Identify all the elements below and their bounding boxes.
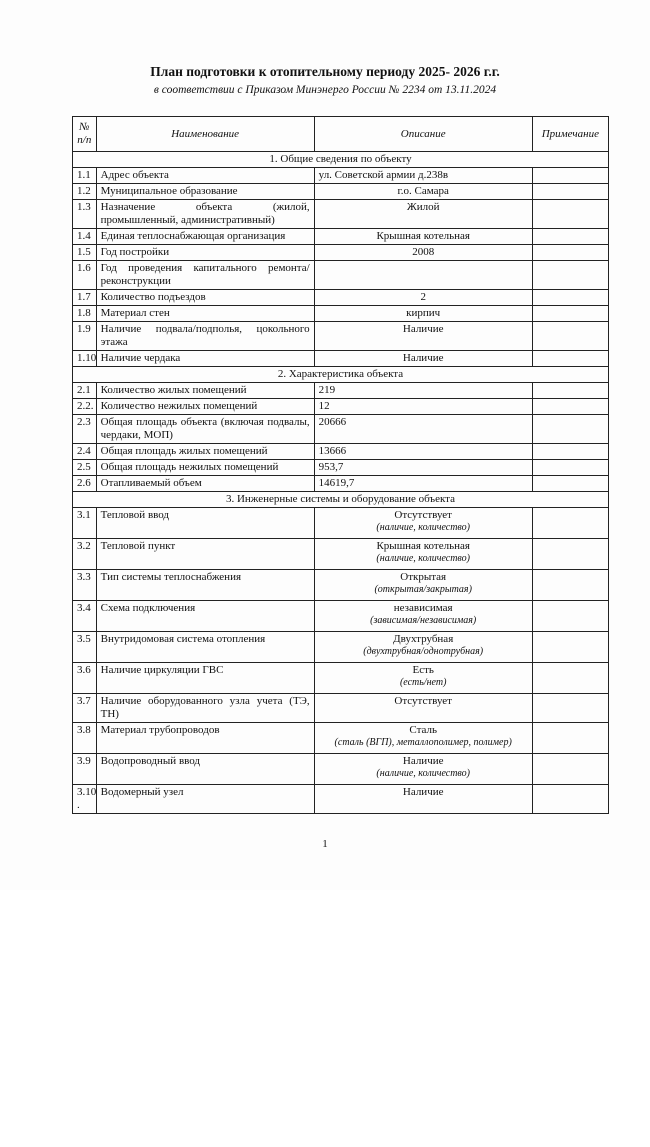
table-row	[73, 415, 609, 444]
row-hint: (наличие, количество)	[376, 522, 470, 533]
row-note	[532, 200, 608, 229]
row-description	[314, 229, 532, 245]
table-row	[73, 229, 609, 245]
row-description	[314, 601, 532, 632]
row-name: Муниципальное образование	[96, 184, 314, 200]
row-description	[314, 476, 532, 492]
row-name: Отапливаемый объем	[96, 476, 314, 492]
row-note	[532, 601, 608, 632]
row-description	[314, 570, 532, 601]
row-value: 13666	[318, 445, 347, 457]
row-name: Год проведения капитального ремонта/реконструкции	[96, 261, 314, 290]
row-name: Материал трубопроводов	[96, 723, 314, 754]
header-desc: Описание	[314, 117, 532, 152]
row-description	[314, 322, 532, 351]
row-value: кирпич	[406, 307, 441, 319]
row-number: 3.7	[73, 694, 97, 723]
row-value: 20666	[318, 416, 347, 428]
row-description	[314, 694, 532, 723]
row-description	[314, 415, 532, 444]
row-name: Год постройки	[96, 245, 314, 261]
row-number: 2.3	[73, 415, 97, 444]
row-value: Отсутствует	[394, 509, 452, 521]
row-hint: (есть/нет)	[399, 677, 447, 688]
row-description	[314, 754, 532, 785]
row-note	[532, 754, 608, 785]
row-number: 1.7	[73, 290, 97, 306]
row-value: Открытая	[400, 571, 447, 583]
row-description	[314, 399, 532, 415]
row-note	[532, 168, 608, 184]
row-number: 1.2	[73, 184, 97, 200]
row-description	[314, 785, 532, 814]
row-name: Наличие чердака	[96, 351, 314, 367]
row-note	[532, 399, 608, 415]
row-description	[314, 632, 532, 663]
table-row	[73, 245, 609, 261]
row-description	[314, 663, 532, 694]
row-note	[532, 351, 608, 367]
row-name: Общая площадь объекта (включая подвалы, чердаки, МОП)	[96, 415, 314, 444]
row-note	[532, 290, 608, 306]
row-note	[532, 444, 608, 460]
row-name: Водомерный узел	[96, 785, 314, 814]
row-value: 14619,7	[318, 477, 355, 489]
row-value: Жилой	[406, 201, 440, 213]
row-name: Назначение объекта (жилой, промышленный, административный)	[96, 200, 314, 229]
table-row	[73, 460, 609, 476]
row-number: 2.2.	[73, 399, 97, 415]
row-note	[532, 306, 608, 322]
row-number: 1.6	[73, 261, 97, 290]
row-hint: (наличие, количество)	[376, 553, 470, 564]
row-number: 1.4	[73, 229, 97, 245]
row-name: Количество нежилых помещений	[96, 399, 314, 415]
row-note	[532, 476, 608, 492]
row-number: 3.8	[73, 723, 97, 754]
row-description	[314, 261, 532, 290]
row-description	[314, 508, 532, 539]
row-value: Наличие	[402, 352, 444, 364]
section-row	[73, 492, 609, 508]
row-number: 3.3	[73, 570, 97, 601]
section-row	[73, 367, 609, 383]
table-row	[73, 200, 609, 229]
header-num: № п/п	[73, 117, 97, 152]
row-value: Крышная котельная	[376, 230, 470, 242]
row-name: Наличие циркуляции ГВС	[96, 663, 314, 694]
row-note	[532, 460, 608, 476]
row-name: Общая площадь нежилых помещений	[96, 460, 314, 476]
row-value: Крышная котельная	[376, 540, 470, 552]
table-row	[73, 754, 609, 785]
row-description	[314, 200, 532, 229]
row-name: Количество подъездов	[96, 290, 314, 306]
row-number: 3.5	[73, 632, 97, 663]
row-value: независимая	[393, 602, 453, 614]
row-value: 219	[318, 384, 336, 396]
row-note	[532, 383, 608, 399]
row-note	[532, 785, 608, 814]
row-number: 2.4	[73, 444, 97, 460]
table-row	[73, 570, 609, 601]
heating-plan-table	[72, 116, 609, 814]
row-description	[314, 460, 532, 476]
row-value: г.о. Самара	[397, 185, 449, 197]
row-note	[532, 723, 608, 754]
row-number: 3.2	[73, 539, 97, 570]
row-note	[532, 261, 608, 290]
page-number: 1	[322, 838, 328, 850]
row-description	[314, 290, 532, 306]
row-name: Наличие оборудованного узла учета (ТЭ, ТН)	[96, 694, 314, 723]
row-name: Тепловой ввод	[96, 508, 314, 539]
row-number: 3.6	[73, 663, 97, 694]
row-note	[532, 184, 608, 200]
row-name: Водопроводный ввод	[96, 754, 314, 785]
table-row	[73, 476, 609, 492]
row-note	[532, 570, 608, 601]
row-note	[532, 663, 608, 694]
row-hint: (сталь (ВГП), металлополимер, полимер)	[334, 737, 512, 748]
row-description	[314, 383, 532, 399]
row-value: 2008	[412, 246, 435, 258]
row-description	[314, 539, 532, 570]
row-value: Наличие	[402, 786, 444, 798]
row-name: Адрес объекта	[96, 168, 314, 184]
table-row	[73, 539, 609, 570]
row-note	[532, 508, 608, 539]
table-row	[73, 785, 609, 814]
row-value: 2	[420, 291, 426, 303]
header-note: Примечание	[532, 117, 608, 152]
table-row	[73, 383, 609, 399]
row-name: Схема подключения	[96, 601, 314, 632]
table-body	[73, 152, 609, 814]
table-row	[73, 663, 609, 694]
row-description	[314, 723, 532, 754]
table-row	[73, 601, 609, 632]
table-row	[73, 508, 609, 539]
section-title: 1. Общие сведения по объекту	[73, 152, 609, 168]
row-description	[314, 444, 532, 460]
row-description	[314, 184, 532, 200]
row-number: 2.1	[73, 383, 97, 399]
row-number: 3.4	[73, 601, 97, 632]
row-note	[532, 245, 608, 261]
row-value: Наличие	[402, 323, 444, 335]
row-value: Есть	[412, 664, 434, 676]
row-description	[314, 306, 532, 322]
row-note	[532, 632, 608, 663]
row-number: 2.5	[73, 460, 97, 476]
row-value: Отсутствует	[394, 695, 452, 707]
table-row	[73, 184, 609, 200]
table-row	[73, 444, 609, 460]
row-name: Материал стен	[96, 306, 314, 322]
row-number: 1.10	[73, 351, 97, 367]
table-row	[73, 632, 609, 663]
row-description	[314, 351, 532, 367]
row-number: 3.10 .	[73, 785, 97, 814]
table-row	[73, 306, 609, 322]
row-value: 12	[318, 400, 330, 412]
table-row	[73, 261, 609, 290]
row-name: Количество жилых помещений	[96, 383, 314, 399]
row-name: Внутридомовая система отопления	[96, 632, 314, 663]
row-value: Сталь	[409, 724, 437, 736]
row-number: 2.6	[73, 476, 97, 492]
row-name: Общая площадь жилых помещений	[96, 444, 314, 460]
section-row	[73, 152, 609, 168]
row-note	[532, 229, 608, 245]
table-row	[73, 351, 609, 367]
row-number: 1.5	[73, 245, 97, 261]
row-value: Наличие	[402, 755, 444, 767]
table-row	[73, 399, 609, 415]
section-title: 2. Характеристика объекта	[73, 367, 609, 383]
row-value: Двухтрубная	[393, 633, 454, 645]
row-number: 3.9	[73, 754, 97, 785]
row-name: Тепловой пункт	[96, 539, 314, 570]
row-hint: (наличие, количество)	[376, 768, 470, 779]
row-description	[314, 245, 532, 261]
row-number: 1.3	[73, 200, 97, 229]
row-number: 3.1	[73, 508, 97, 539]
document-title: План подготовки к отопительному периоду 2025- 2026 г.г.	[150, 64, 500, 79]
row-number: 1.1	[73, 168, 97, 184]
table-row	[73, 322, 609, 351]
section-title: 3. Инженерные системы и оборудование объекта	[73, 492, 609, 508]
row-hint: (открытая/закрытая)	[374, 584, 472, 595]
row-name: Тип системы теплоснабжения	[96, 570, 314, 601]
row-value: ул. Советской армии д.238в	[318, 169, 449, 181]
row-value: 953,7	[318, 461, 344, 473]
table-row	[73, 694, 609, 723]
row-note	[532, 322, 608, 351]
row-hint: (двухтрубная/однотрубная)	[363, 646, 484, 657]
header-name: Наименование	[96, 117, 314, 152]
row-name: Единая теплоснабжающая организация	[96, 229, 314, 245]
row-number: 1.9	[73, 322, 97, 351]
row-hint: (зависимая/независимая)	[370, 615, 477, 626]
row-note	[532, 415, 608, 444]
document-subtitle: в соответствии с Приказом Минэнерго России № 2234 от 13.11.2024	[153, 84, 497, 96]
row-description	[314, 168, 532, 184]
table-row	[73, 723, 609, 754]
row-name: Наличие подвала/подполья, цокольного этажа	[96, 322, 314, 351]
row-note	[532, 539, 608, 570]
table-header-row	[73, 117, 609, 152]
table-row	[73, 290, 609, 306]
row-number: 1.8	[73, 306, 97, 322]
row-note	[532, 694, 608, 723]
table-row	[73, 168, 609, 184]
